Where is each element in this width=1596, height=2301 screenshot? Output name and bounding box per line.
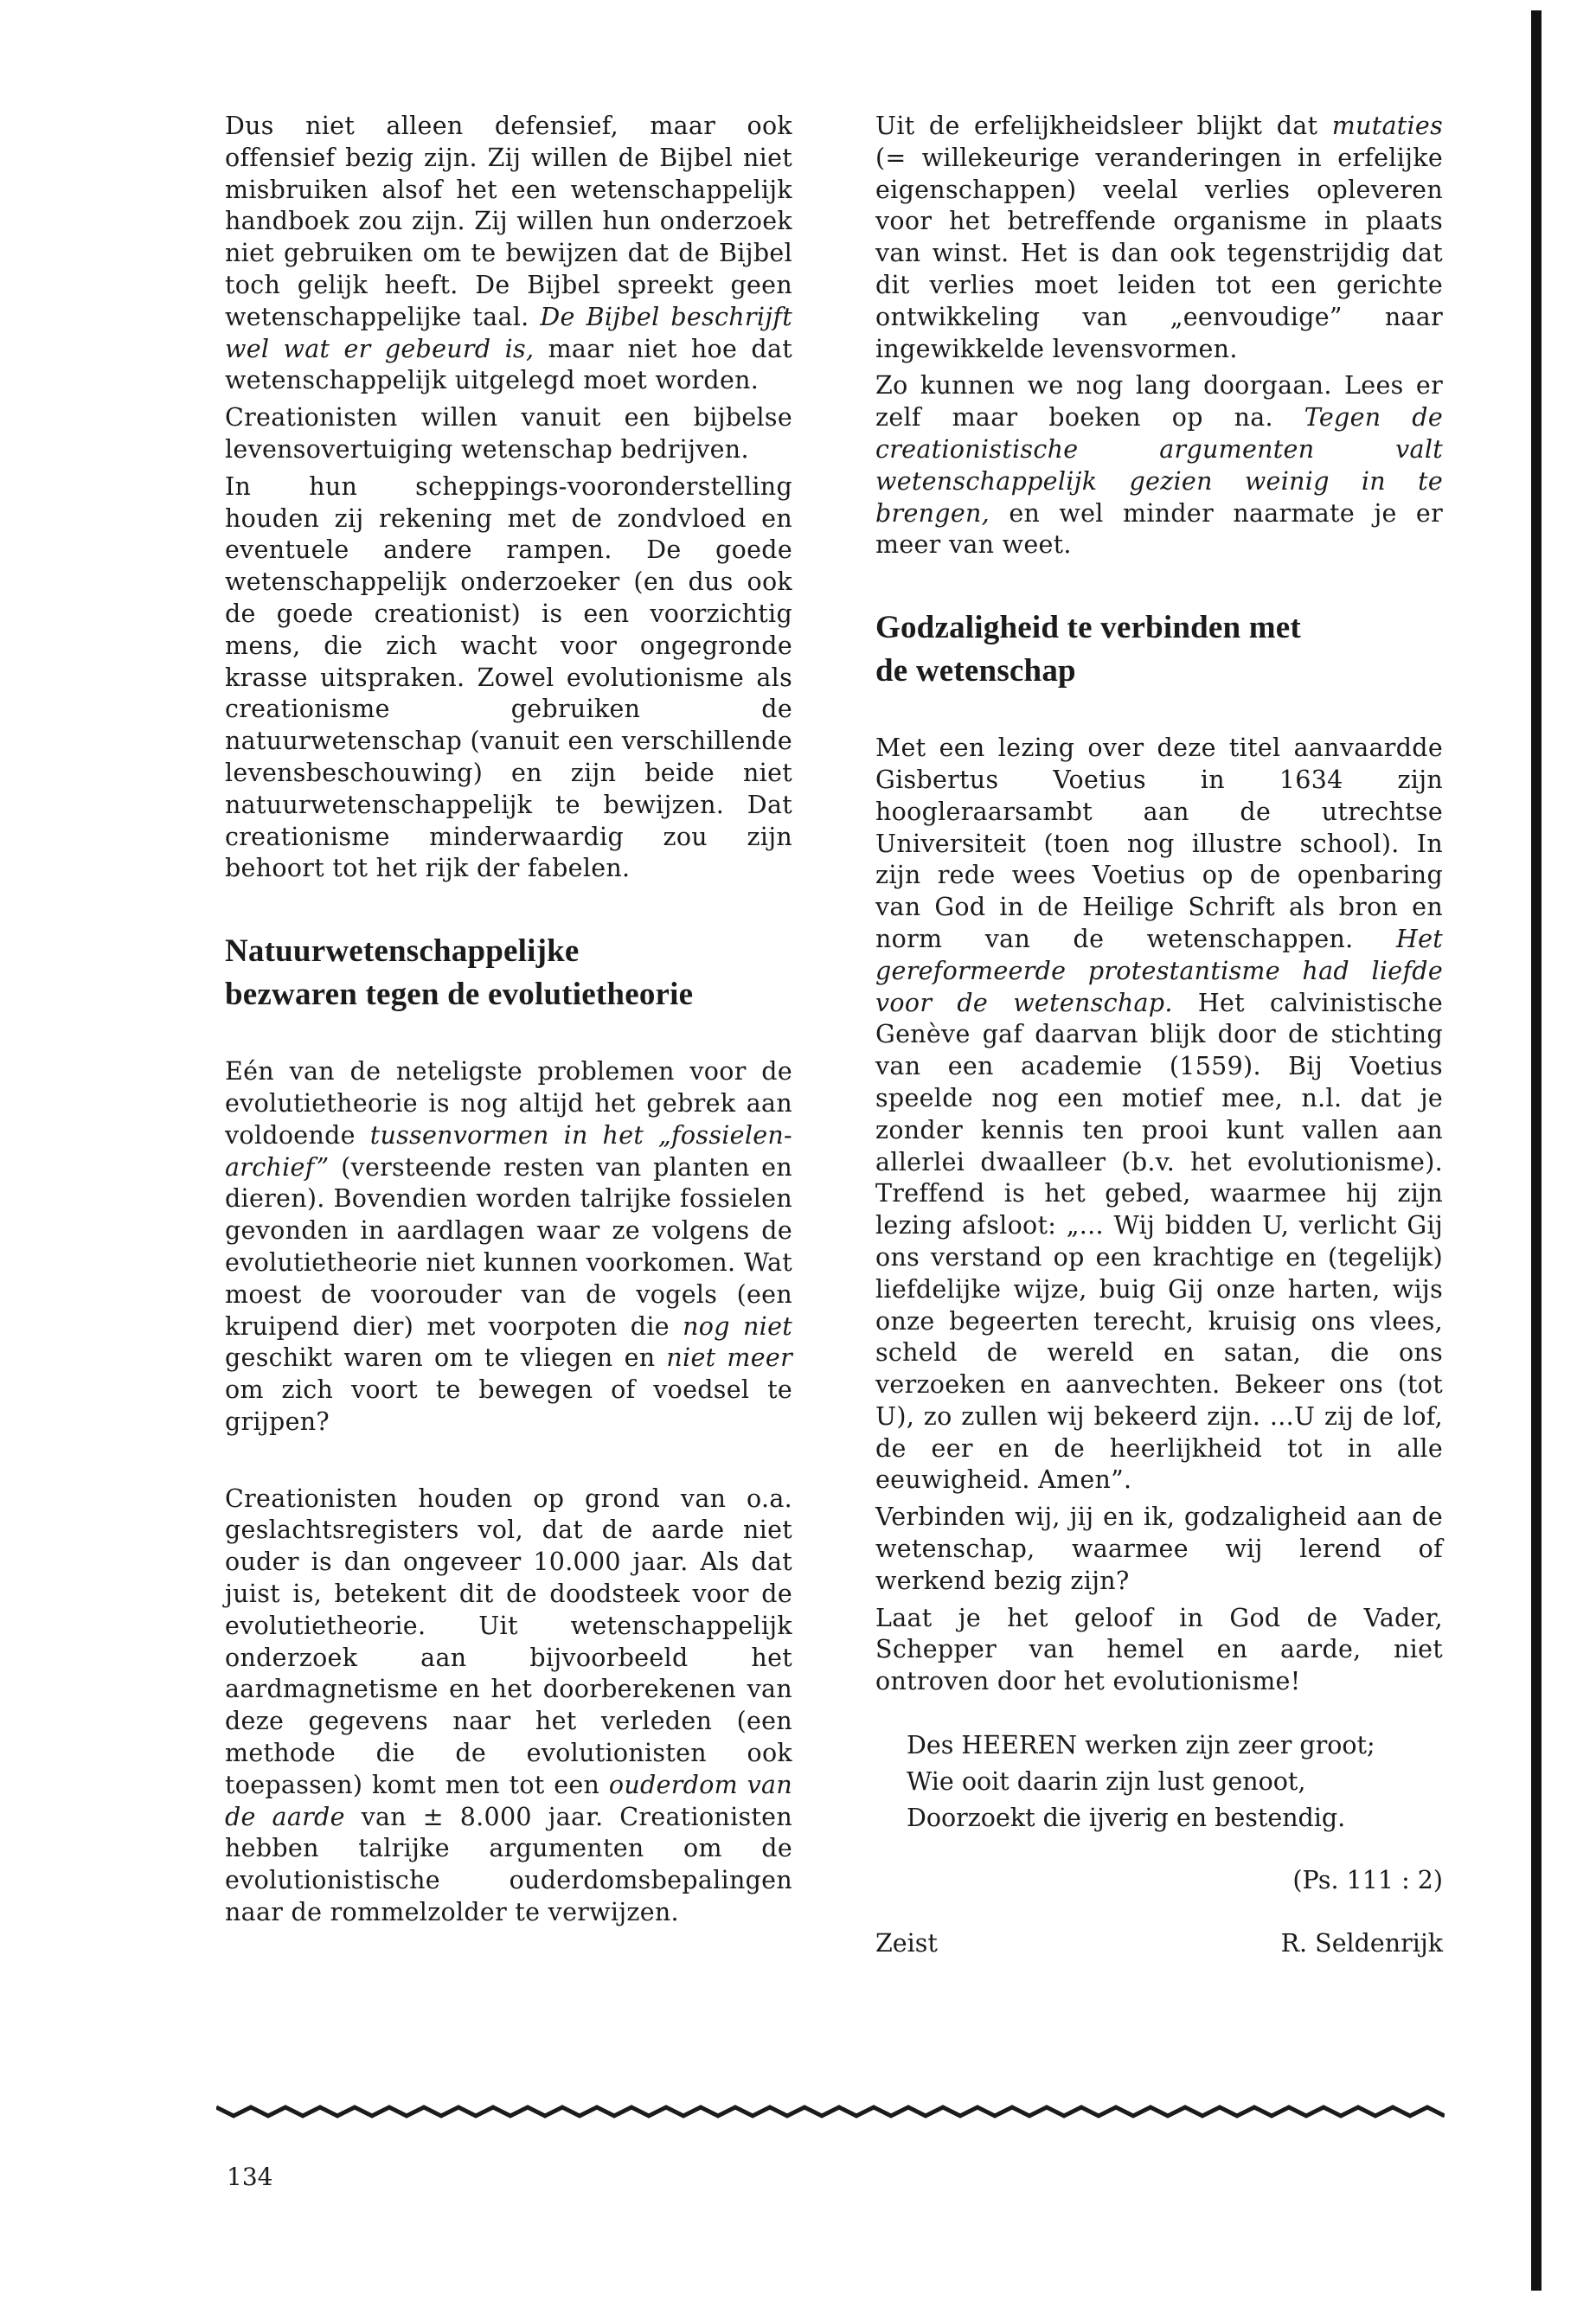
paragraph: Laat je het geloof in God de Vader, Schepper van hemel en aarde, niet ontroven door het evolutionisme!: [875, 1603, 1443, 1696]
author: R. Seldenrijk: [1280, 1929, 1443, 1958]
left-column: [225, 111, 792, 1934]
paragraph: Creationisten willen vanuit een bijbelse levensovertuiging wetenschap bedrijven.: [225, 403, 792, 464]
paragraph: Met een lezing over deze titel aanvaardde Gisbertus Voetius in 1634 zijn hoogleraarsambt aan de utrechtse Universiteit (toen nog illustre school). In zijn rede wees Voetius op de openbaring van God in de Heilige Schrift als bron en norm van de wetenschappen. Het gereformeerde protestantisme had liefde voor de wetenschap. Het calvinistische Genève gaf daarvan blijk door de stichting van een academie (1559). Bij Voetius speelde nog een motief mee, n.l. dat je zonder kennis ten prooi kunt vallen aan allerlei dwaalleer (b.v. het evolutionisme). Treffend is het gebed, waarmee hij zijn lezing afsloot: „... Wij bidden U, verlicht Gij ons verstand op een krachtige en (tegelijk) liefdelijke wijze, buig Gij onze harten, wijs onze begeerten terecht, kruisig ons vlees, scheld de wereld en satan, die ons verzoeken en aanvechten. Bekeer ons (tot U), zo zullen wij bekeerd zijn. ...U zij de lof, de eer en de heerlijkheid tot in alle eeuwigheid. Amen”.: [875, 734, 1444, 1495]
verse-line: Doorzoekt die ijverig en bestendig.: [907, 1804, 1346, 1833]
place: Zeist: [875, 1929, 938, 1958]
paragraph: In hun scheppings-vooronderstelling houden zij rekening met de zondvloed en eventuele andere rampen. De goede wetenschappelijk onderzoeker (en dus ook de goede creationist) is een voorzichtig mens, die zich wacht voor ongegronde krasse uitspraken. Zowel evolutionisme als creationisme gebruiken de natuurwetenschap (vanuit een verschillende levensbeschouwing) en zijn beide niet natuurwetenschappelijk te bewijzen. Dat creationisme minderwaardig zou zijn behoort tot het rijk der fabelen.: [225, 471, 792, 883]
scan-edge-bar: [1531, 10, 1542, 2291]
right-column: [875, 111, 1443, 1958]
paragraph: Dus niet alleen defensief, maar ook offensief bezig zijn. Zij willen de Bijbel niet misbruiken alsof het een wetenschappelijk handboek zou zijn. Zij willen hun onderzoek niet gebruiken om te bewijzen dat de Bijbel toch gelijk heeft. De Bijbel spreekt geen wetenschappelijke taal. De Bijbel beschrijft wel wat er gebeurd is, maar niet hoe dat wetenschappelijk uitgelegd moet worden.: [225, 112, 792, 395]
psalm-reference: (Ps. 111 : 2): [1292, 1866, 1443, 1895]
verse-line: Des HEEREN werken zijn zeer groot;: [907, 1731, 1375, 1760]
section-heading: Natuurwetenschappelijke bezwaren tegen de evolutietheorie: [225, 933, 694, 1013]
paragraph: Uit de erfelijkheidsleer blijkt dat mutaties (= willekeurige veranderingen in erfelijke eigenschappen) veelal verlies opleveren voor het betreffende organisme in plaats van winst. Het is dan ook tegenstrijdig dat dit verlies moet leiden tot een gerichte ontwikkeling van „eenvoudige” naar ingewikkelde levensvormen.: [875, 112, 1444, 363]
verse-line: Wie ooit daarin zijn lust genoot,: [907, 1767, 1306, 1797]
paragraph: Creationisten houden op grond van o.a. geslachtsregisters vol, dat de aarde niet ouder is dan ongeveer 10.000 jaar. Als dat juist is, betekent dit de doodsteek voor de evolutietheorie. Uit wetenschappelijk onderzoek aan bijvoorbeeld het aardmagnetisme en het doorberekenen van deze gegevens naar het verleden (een methode die de evolutionisten ook toepassen) komt men tot een ouderdom van de aarde van ± 8.000 jaar. Creationisten hebben talrijke argumenten om de evolutionistische ouderdomsbepalingen naar de rommelzolder te verwijzen.: [225, 1484, 793, 1927]
section-heading: Godzaligheid te verbinden met de wetenschap: [875, 610, 1301, 689]
paragraph: Zo kunnen we nog lang doorgaan. Lees er zelf maar boeken op na. Tegen de creationistische argumenten valt wetenschappelijk gezien weinig in te brengen, en wel minder naarmate je er meer van weet.: [875, 371, 1444, 560]
paragraph: Verbinden wij, jij en ik, godzaligheid aan de wetenschap, waarmee wij lerend of werkend bezig zijn?: [875, 1503, 1443, 1595]
paragraph: Eén van de neteligste problemen voor de evolutietheorie is nog altijd het gebrek aan voldoende tussenvormen in het „fossielen-archief” (versteende resten van planten en dieren). Bovendien worden talrijke fossielen gevonden in aardlagen waar ze volgens de evolutietheorie niet kunnen voorkomen. Wat moest de voorouder van de vogels (een kruipend dier) met voorpoten die nog niet geschikt waren om te vliegen en niet meer om zich voort te bewegen of voedsel te grijpen?: [225, 1057, 793, 1436]
signature-line: [875, 1929, 1443, 1958]
psalm-verse: [907, 1727, 1443, 1836]
ornamental-divider: [216, 2099, 1445, 2121]
page-number: 134: [227, 2163, 273, 2191]
